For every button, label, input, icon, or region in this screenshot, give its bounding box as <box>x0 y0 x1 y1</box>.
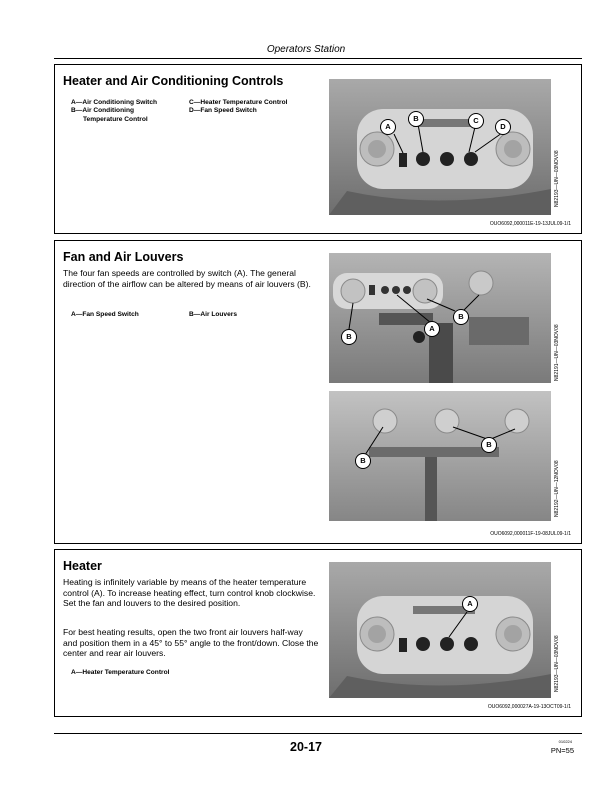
footer-rule <box>54 733 582 734</box>
photo-code: N82191—UN—03NOV08 <box>554 324 560 381</box>
legend-item: B—Air Louvers <box>189 311 237 318</box>
callout-b: B <box>481 437 497 453</box>
photo-code: N82193—UN—03NOV08 <box>554 635 560 692</box>
section-reference: OUO6092,000011E-19-13JUL09-1/1 <box>489 221 571 227</box>
heater-illustration <box>329 562 551 698</box>
section-title: Heater <box>63 559 102 573</box>
callout-b: B <box>355 453 371 469</box>
section-title: Fan and Air Louvers <box>63 250 184 264</box>
legend-item: Temperature Control <box>83 115 148 123</box>
legend-item: A—Air Conditioning Switch <box>71 99 158 106</box>
legend-right <box>189 311 237 319</box>
photo-code: N82192—UN—12NOV08 <box>554 460 560 517</box>
callout-a: A <box>462 596 478 612</box>
legend-item: A—Heater Temperature Control <box>71 669 170 676</box>
callout-d: D <box>495 119 511 135</box>
legend-item: C—Heater Temperature Control <box>189 99 288 106</box>
callout-a: A <box>424 321 440 337</box>
fan-louvers-illustration-1 <box>329 253 551 383</box>
page-number: 20-17 <box>290 740 322 754</box>
callout-b: B <box>341 329 357 345</box>
section-title: Heater and Air Conditioning Controls <box>63 74 284 88</box>
footer-small-code: 010224 <box>558 739 572 744</box>
callout-c: C <box>468 113 484 129</box>
ac-controls-illustration <box>329 79 551 215</box>
section-heater <box>54 549 582 717</box>
ac-controls-photo <box>329 79 551 215</box>
photo-code: N82193—UN—03NOV08 <box>554 150 560 207</box>
callout-a: A <box>380 119 396 135</box>
section-heater-ac-controls <box>54 64 582 234</box>
section-reference: OUO6092,000011F-19-08JUL09-1/1 <box>490 531 571 537</box>
legend-right <box>189 99 287 116</box>
page-header-title: Operators Station <box>266 44 346 55</box>
section-paragraph: The four fan speeds are controlled by switch (A). The general direction of the airflow can be altered by means of air louvers (B). <box>63 268 311 289</box>
header-rule <box>54 58 582 59</box>
legend-left <box>71 669 169 677</box>
fan-louvers-photo-2 <box>329 391 551 521</box>
heater-photo <box>329 562 551 698</box>
callout-b: B <box>408 111 424 127</box>
section-paragraph: Heating is infinitely variable by means of the heater temperature control (A). To increase heating effect, turn control knob clockwise. Set the fan and louvers to the desired position. <box>63 577 316 609</box>
legend-left <box>71 99 157 124</box>
legend-item: A—Fan Speed Switch <box>71 311 139 318</box>
fan-louvers-photo-1 <box>329 253 551 383</box>
callout-b: B <box>453 309 469 325</box>
section-paragraph: For best heating results, open the two front air louvers half-way and position them in a 45° to 55° angle to the front/down. Close the center and rear air louvers. <box>63 627 319 659</box>
legend-item: B—Air Conditioning <box>71 107 134 115</box>
section-reference: OUO6092,000027A-19-13OCT09-1/1 <box>487 704 571 710</box>
legend-item: D—Fan Speed Switch <box>189 107 257 115</box>
legend-left <box>71 311 139 319</box>
footer-pn: PN=55 <box>550 746 574 755</box>
section-fan-air-louvers <box>54 240 582 544</box>
